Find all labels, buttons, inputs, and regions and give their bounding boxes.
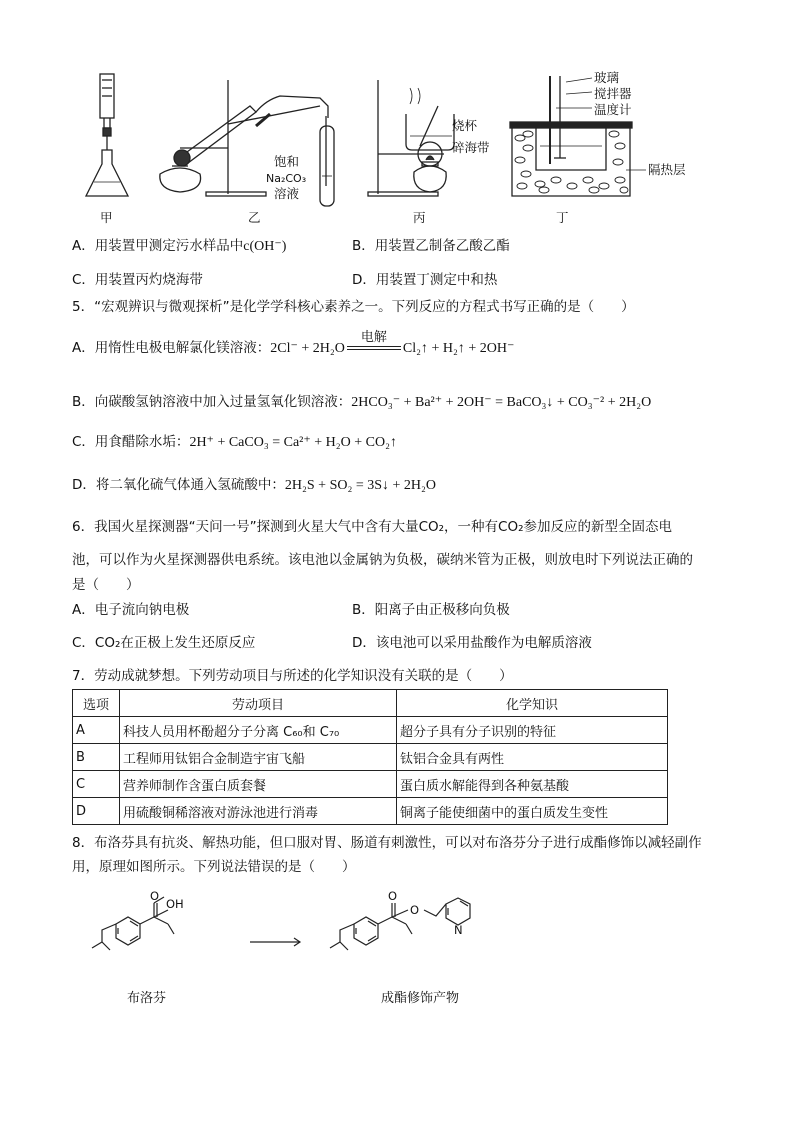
label-stirrer-1: 玻璃 [594,70,620,85]
cell-project: 科技人员用杯酚超分子分离 C₆₀和 C₇₀ [120,717,397,744]
q6-option-b: B．阳离子由正极移向负极 [352,602,510,618]
q6-option-d: D．该电池可以采用盐酸作为电解质溶液 [352,635,592,651]
cell-project: 用硫酸铜稀溶液对游泳池进行消毒 [120,798,397,825]
label-thermometer: 温度计 [594,102,632,117]
table-row [73,717,668,744]
q7-table [72,689,668,825]
label-ding: 丁 [556,210,569,225]
q5-option-d-prefix: D．将二氧化硫气体通入氢硫酸中： [72,477,285,493]
q6-option-c: C．CO₂在正极上发生还原反应 [72,635,256,651]
label-saturated-2: Na₂CO₃ [266,172,307,185]
q4-option-a-text: A．用装置甲测定污水样品中 [72,238,244,254]
q6-option-a: A．电子流向钠电极 [72,602,190,618]
cell-project: 工程师用钛铝合金制造宇宙飞船 [120,744,397,771]
q5-option-a-prefix: A．用惰性电极电解氯化镁溶液： [72,340,271,356]
apparatus-yi [160,80,334,206]
q5-option-c-prefix: C．用食醋除水垢： [72,434,190,450]
label-kelp: 碎海带 [452,140,490,155]
q5-option-a-lhs: 2Cl⁻ + 2H₂O [270,341,345,356]
caption-ester-product: 成酯修饰产物 [381,991,460,1006]
q6-stem-line2: 池，可以作为火星探测器供电系统。该电池以金属钠为负极，碳纳米管为正极，则放电时下列说法正确的 [72,552,693,568]
q5-option-b-prefix: B．向碳酸氢钠溶液中加入过量氢氧化钡溶液： [72,394,352,410]
header-labor-project: 劳动项目 [120,690,397,717]
q6-stem-line3: 是（ ） [72,577,140,593]
table-row [73,744,668,771]
carbonyl-o-label-1: O [150,889,160,903]
label-saturated-1: 饱和 [274,154,300,169]
cell-knowledge: 钛铝合金具有两性 [397,744,668,771]
label-insulation: 隔热层 [648,162,686,177]
q5-option-a [72,330,515,359]
q7-stem: 7．劳动成就梦想。下列劳动项目与所述的化学知识没有关联的是（ ） [72,668,513,684]
q6-stem-line1: 6．我国火星探测器“天问一号”探测到火星大气中含有大量CO₂，一种有CO₂参加反应的新型全固态电 [72,519,673,535]
carbonyl-o-label-2: O [388,889,398,903]
q5-option-d-eq: 2H₂S + SO₂ = 3S↓ + 2H₂O [284,478,437,493]
q4-option-b: B．用装置乙制备乙酸乙酯 [352,238,510,254]
ester-o-label: O [410,903,420,917]
cell-key: C [73,771,120,798]
cell-key: D [73,798,120,825]
reaction-scheme [84,890,544,970]
cell-knowledge: 铜离子能使细菌中的蛋白质发生变性 [397,798,668,825]
q4-option-d: D．用装置丁测定中和热 [352,272,498,288]
label-saturated-3: 溶液 [274,186,300,201]
q5-option-a-rhs: Cl₂↑ + H₂↑ + 2OH⁻ [402,341,515,356]
q5-option-c-eq: 2H⁺ + CaCO₃ = Ca²⁺ + H₂O + CO₂↑ [189,435,397,450]
cell-project: 营养师制作含蛋白质套餐 [120,771,397,798]
q5-option-b [72,392,651,413]
q5-option-b-eq: 2HCO₃⁻ + Ba²⁺ + 2OH⁻ = BaCO₃↓ + CO₃⁻² + 2H₂O [351,395,652,410]
q5-option-d [72,475,436,496]
ester-product-structure [330,898,470,950]
q5-electrolysis-arrow [345,330,403,350]
q5-condition-label: 电解 [360,330,387,345]
q8-stem-line2: 用，原理如图所示。下列说法错误的是（ ） [72,859,356,875]
q4-option-c: C．用装置丙灼烧海带 [72,272,203,288]
label-jia: 甲 [100,210,113,225]
apparatus-jia [86,74,128,196]
label-beaker: 烧杯 [452,118,478,133]
table-header-row [73,690,668,717]
pyridine-n-label: N [454,923,463,937]
cell-key: A [73,717,120,744]
cell-knowledge: 蛋白质水解能得到各种氨基酸 [397,771,668,798]
apparatus-bing [368,80,454,196]
label-yi: 乙 [248,210,261,225]
q8-stem-line1: 8．布洛芬具有抗炎、解热功能，但口服对胃、肠道有刺激性，可以对布洛芬分子进行成酯修饰以减轻副作 [72,835,702,851]
table-row [73,798,668,825]
header-chem-knowledge: 化学知识 [397,690,668,717]
q5-option-c [72,432,397,453]
q4-option-a [72,236,286,257]
header-option: 选项 [73,690,120,717]
table-row [73,771,668,798]
cell-knowledge: 超分子具有分子识别的特征 [397,717,668,744]
ibuprofen-structure [92,897,174,950]
oh-label: OH [166,897,184,911]
apparatus-figure [80,66,686,234]
q5-stem: 5．“宏观辨识与微观探析”是化学学科核心素养之一。下列反应的方程式书写正确的是（ ） [72,299,635,315]
caption-ibuprofen: 布洛芬 [127,991,167,1006]
label-bing: 丙 [413,210,426,225]
q4-option-a-formula: c(OH⁻) [243,239,287,254]
cell-key: B [73,744,120,771]
label-stirrer-2: 搅拌器 [594,86,632,101]
